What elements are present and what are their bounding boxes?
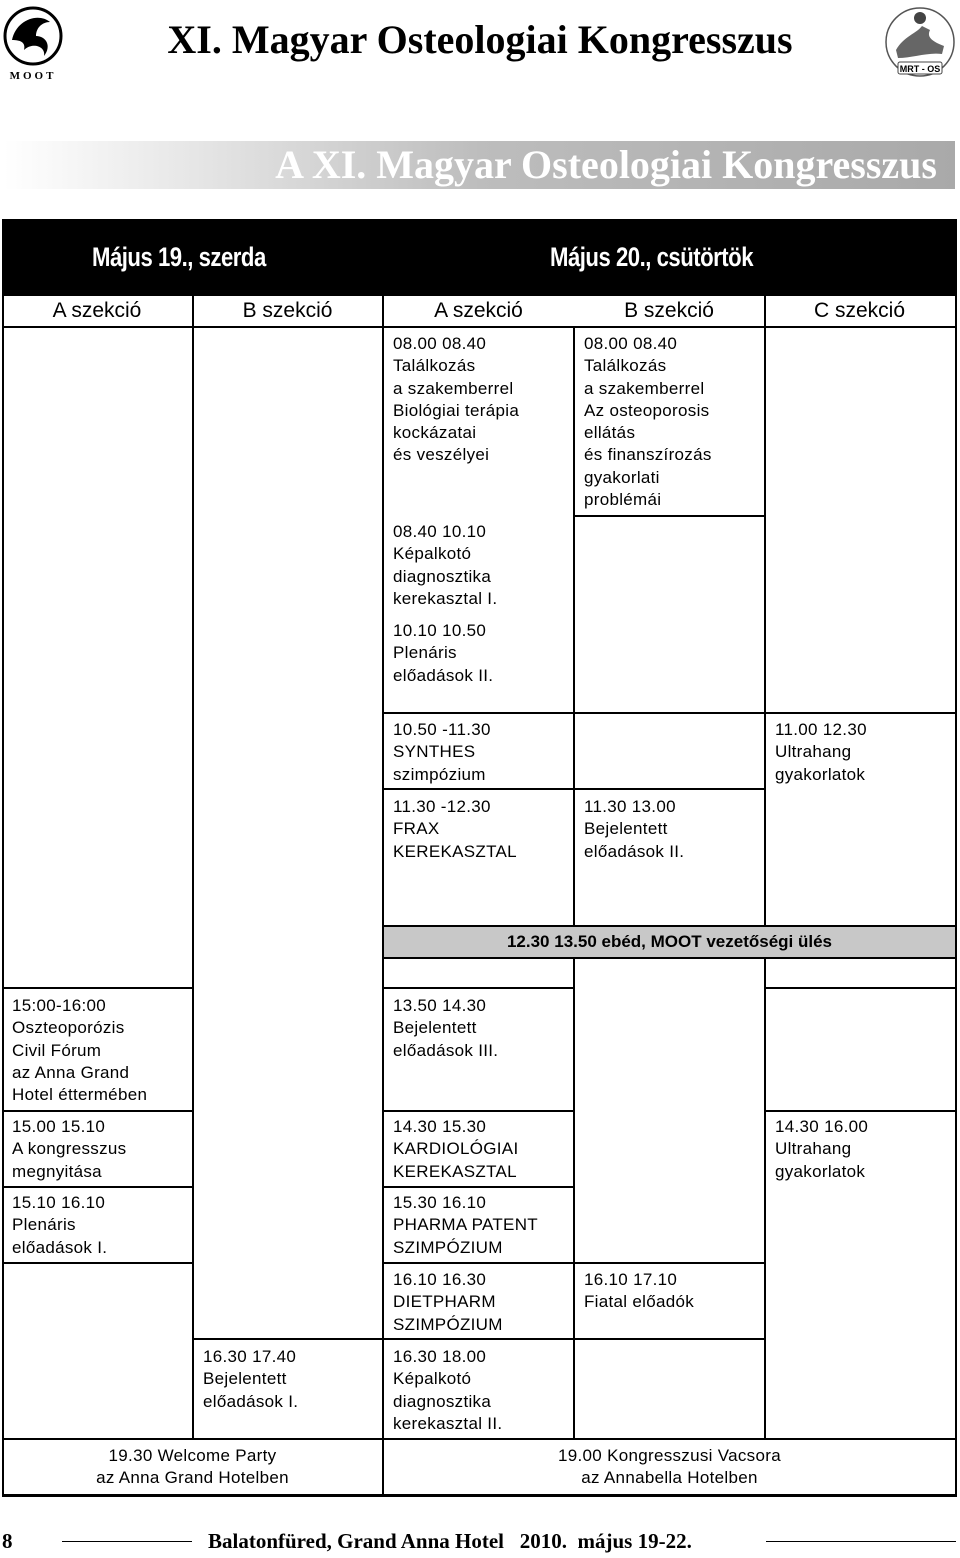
session-c1-3: 15.10 16.10 Plenáris előadások I. xyxy=(12,1193,108,1257)
page-number: 8 xyxy=(2,1529,13,1553)
day-header-row xyxy=(2,219,957,295)
page-title: XI. Magyar Osteologiai Kongresszus xyxy=(167,17,793,62)
footer-rule-left xyxy=(62,1541,192,1542)
session-c4-2: 11.30 13.00 Bejelentett előadások II. xyxy=(584,797,685,861)
svg-text:MOOT: MOOT xyxy=(9,70,57,82)
svg-text:MRT - OS: MRT - OS xyxy=(899,64,941,74)
section-header-c-day2: C szekció xyxy=(813,299,906,322)
session-c3-6: 13.50 14.30 Bejelentett előadások III. xyxy=(393,996,499,1060)
session-c4-3: 16.10 17.10 Fiatal előadók xyxy=(584,1270,695,1312)
session-c1-1: 15:00-16:00 Oszteoporózis Civil Fórum az Anna Grand Hotel éttermében xyxy=(12,996,148,1105)
section-header-b-day2: B szekció xyxy=(624,299,714,322)
session-c3-1: 08.00 08.40 Találkozás a szakemberrel Biológiai terápia kockázatai és veszélyei xyxy=(393,334,520,465)
session-c5-1: 11.00 12.30 Ultrahang gyakorlatok xyxy=(775,720,867,784)
evening-event-day2: 19.00 Kongresszusi Vacsora az Annabella Hotelben xyxy=(558,1446,781,1488)
session-c1-2: 15.00 15.10 A kongresszus megnyitása xyxy=(12,1117,127,1181)
lunch-break: 12.30 13.50 ebéd, MOOT vezetőségi ülés xyxy=(384,927,955,957)
section-header-a-day2: A szekció xyxy=(434,299,523,322)
session-c3-7: 14.30 15.30 KARDIOLÓGIAI KEREKASZTAL xyxy=(393,1117,519,1181)
session-c3-10: 16.30 18.00 Képalkotó diagnosztika kerekasztal II. xyxy=(393,1347,503,1433)
session-c3-2: 08.40 10.10 Képalkotó diagnosztika kerekasztal I. xyxy=(393,522,498,608)
congress-banner xyxy=(4,141,955,189)
session-c2-1: 16.30 17.40 Bejelentett előadások I. xyxy=(203,1347,299,1411)
session-c5-2: 14.30 16.00 Ultrahang gyakorlatok xyxy=(775,1117,869,1181)
section-header-a-day1: A szekció xyxy=(52,299,142,322)
session-c3-9: 16.10 16.30 DIETPHARM SZIMPÓZIUM xyxy=(393,1270,503,1334)
banner-title: A XI. Magyar Osteologiai Kongresszus xyxy=(275,142,937,187)
footer-rule-right xyxy=(766,1541,956,1542)
session-c3-8: 15.30 16.10 PHARMA PATENT SZIMPÓZIUM xyxy=(393,1193,538,1257)
session-c3-5: 11.30 -12.30 FRAX KEREKASZTAL xyxy=(393,797,517,861)
section-header-b-day1: B szekció xyxy=(242,299,333,322)
session-c3-3: 10.10 10.50 Plenáris előadások II. xyxy=(393,621,494,685)
day2-label: Május 20., csütörtök xyxy=(550,242,754,272)
day1-label: Május 19., szerda xyxy=(92,242,266,272)
session-c3-4: 10.50 -11.30 SYNTHES szimpózium xyxy=(393,720,491,784)
session-c4-1: 08.00 08.40 Találkozás a szakemberrel Az osteoporosis ellátás és finanszírozás gyakorlati problémái xyxy=(584,334,712,510)
evening-event-day1: 19.30 Welcome Party az Anna Grand Hotelben xyxy=(96,1446,289,1488)
footer-text: Balatonfüred, Grand Anna Hotel 2010. május 19-22. xyxy=(208,1529,692,1553)
mrt-os-logo xyxy=(882,6,958,85)
